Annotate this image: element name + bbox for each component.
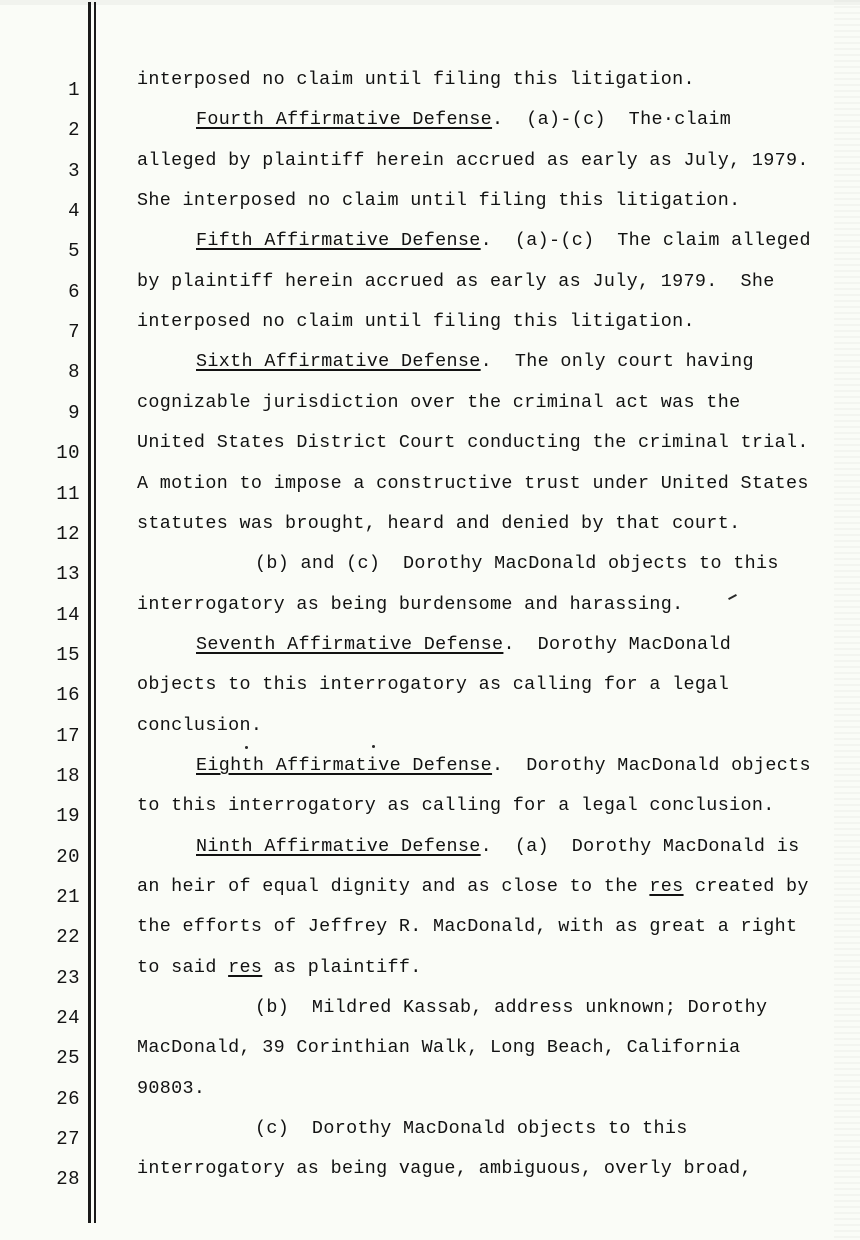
line-number-25: 25 <box>56 1047 80 1070</box>
text-line-3: alleged by plaintiff herein accrued as early as July, 1979. <box>137 149 809 171</box>
line-number-19: 19 <box>56 805 80 828</box>
line-number-23: 23 <box>56 966 80 989</box>
line-number-28: 28 <box>56 1168 80 1191</box>
text-line-15: Seventh Affirmative Defense. Dorothy MacDonald <box>196 633 732 655</box>
underlined-heading: res <box>649 876 684 897</box>
underlined-heading: Seventh Affirmative Defense <box>196 633 504 655</box>
line-number-6: 6 <box>68 280 80 303</box>
text-line-10: United States District Court conducting the criminal trial. <box>137 432 809 454</box>
underlined-heading: Ninth Affirmative Defense <box>196 835 481 857</box>
text-line-1: interposed no claim until filing this litigation. <box>137 69 695 90</box>
text-line-25: MacDonald, 39 Corinthian Walk, Long Beach, California <box>137 1037 741 1059</box>
text-line-17: conclusion. <box>137 714 263 736</box>
text-line-12: statutes was brought, heard and denied by that court. <box>137 512 741 534</box>
line-number-10: 10 <box>56 442 80 465</box>
line-number-26: 26 <box>56 1087 80 1110</box>
text-line-28: interrogatory as being vague, ambiguous, overly broad, <box>137 1158 752 1180</box>
text-line-20: Ninth Affirmative Defense. (a) Dorothy MacDonald is <box>196 835 800 857</box>
text-line-11: A motion to impose a constructive trust under United States <box>137 472 809 494</box>
line-number-27: 27 <box>56 1128 80 1151</box>
line-number-22: 22 <box>56 926 80 949</box>
text-line-13: (b) and (c) Dorothy MacDonald objects to this <box>255 553 779 575</box>
underlined-heading: Fourth Affirmative Defense <box>196 109 493 131</box>
line-number-18: 18 <box>56 764 80 787</box>
line-number-9: 9 <box>68 401 80 424</box>
text-line-18: Eighth Affirmative Defense. Dorothy MacDonald objects <box>196 754 811 776</box>
text-line-4: She interposed no claim until filing this litigation. <box>137 190 741 212</box>
line-number-4: 4 <box>68 200 80 223</box>
underlined-heading: res <box>228 956 263 978</box>
line-number-13: 13 <box>56 563 80 586</box>
text-line-22: the efforts of Jeffrey R. MacDonald, with as great a right <box>137 916 798 938</box>
underlined-heading: Eighth Affirmative Defense <box>196 754 493 776</box>
line-number-3: 3 <box>68 159 80 182</box>
text-line-7: interposed no claim until filing this litigation. <box>137 311 695 333</box>
line-number-12: 12 <box>56 522 80 545</box>
text-line-27: (c) Dorothy MacDonald objects to this <box>255 1118 688 1140</box>
line-number-16: 16 <box>56 684 80 707</box>
line-number-17: 17 <box>56 724 80 747</box>
underlined-heading: Sixth Affirmative Defense <box>196 351 481 373</box>
line-number-8: 8 <box>68 361 80 384</box>
line-number-5: 5 <box>68 240 80 263</box>
text-line-23: to said res as plaintiff. <box>137 956 422 978</box>
line-number-15: 15 <box>56 643 80 666</box>
text-line-19: to this interrogatory as calling for a legal conclusion. <box>137 795 775 817</box>
text-line-5: Fifth Affirmative Defense. (a)-(c) The claim alleged <box>196 230 811 252</box>
text-line-14: interrogatory as being burdensome and harassing. <box>137 593 684 615</box>
text-line-8: Sixth Affirmative Defense. The only court having <box>196 351 754 373</box>
text-line-2: Fourth Affirmative Defense. (a)-(c) The·claim <box>196 109 732 131</box>
line-number-1: 1 <box>68 79 80 101</box>
text-line-9: cognizable jurisdiction over the criminal act was the <box>137 391 741 413</box>
line-number-11: 11 <box>56 482 80 505</box>
line-number-2: 2 <box>68 119 80 142</box>
text-line-21: an heir of equal dignity and as close to the res created by <box>137 876 809 897</box>
text-line-6: by plaintiff herein accrued as early as July, 1979. She <box>137 270 775 292</box>
text-line-16: objects to this interrogatory as calling for a legal <box>137 674 730 696</box>
text-line-26: 90803. <box>137 1077 206 1099</box>
underlined-heading: Fifth Affirmative Defense <box>196 230 481 252</box>
line-number-20: 20 <box>56 845 80 868</box>
text-line-24: (b) Mildred Kassab, address unknown; Dorothy <box>255 997 768 1019</box>
line-number-21: 21 <box>56 886 80 908</box>
line-number-24: 24 <box>56 1007 80 1030</box>
line-number-14: 14 <box>56 603 80 626</box>
line-number-7: 7 <box>68 321 80 344</box>
